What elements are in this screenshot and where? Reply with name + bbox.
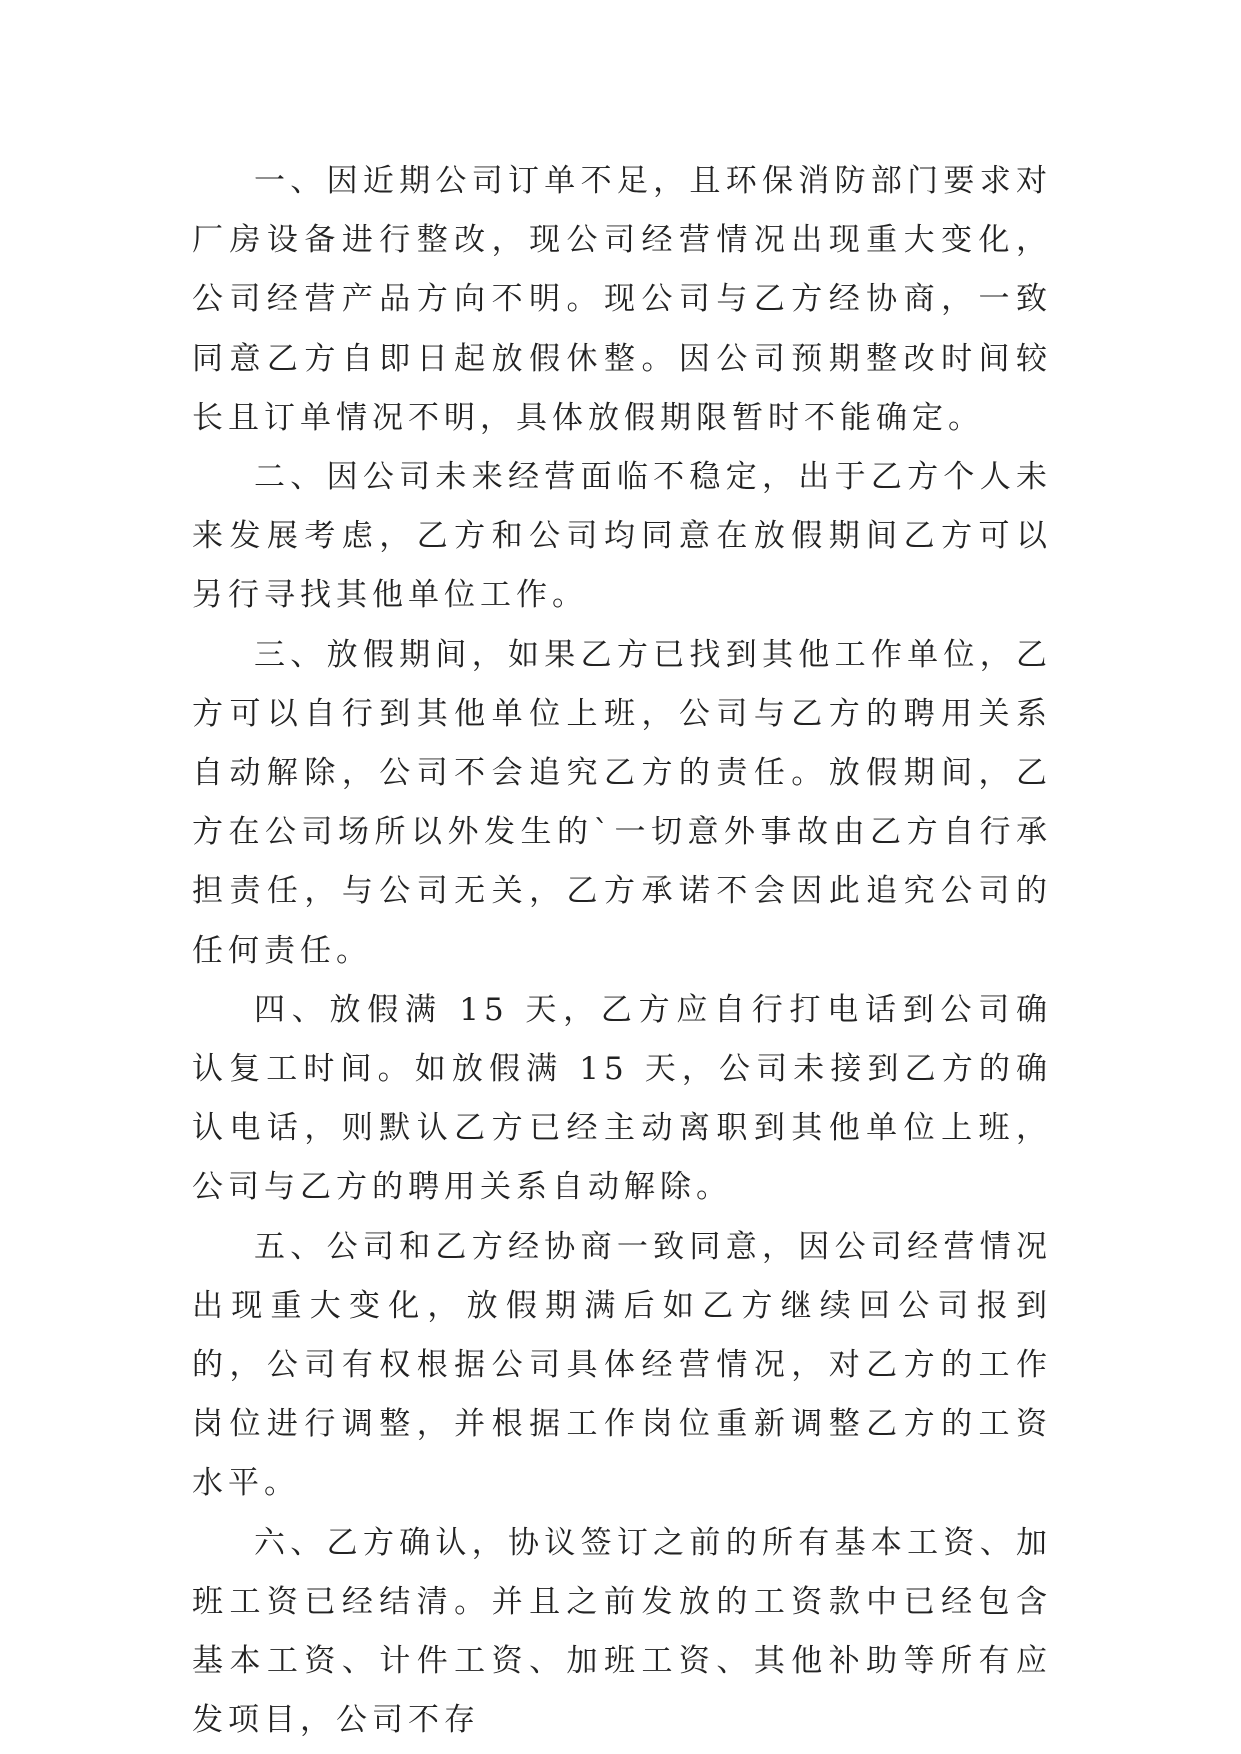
clause-5-paragraph: 五、公司和乙方经协商一致同意，因公司经营情况出现重大变化，放假期满后如乙方继续回公司报到的，公司有权根据公司具体经营情况，对乙方的工作岗位进行调整，并根据工作岗位重新调整乙方的工资水平。: [192, 1228, 1052, 1502]
clause-2-paragraph: 二、因公司未来经营面临不稳定，出于乙方个人未来发展考虑，乙方和公司均同意在放假期间乙方可以另行寻找其他单位工作。: [192, 459, 1052, 614]
document-body: [192, 152, 1052, 1750]
clause-4-paragraph: 四、放假满 15 天，乙方应自行打电话到公司确认复工时间。如放假满 15 天，公司未接到乙方的确认电话，则默认乙方已经主动离职到其他单位上班，公司与乙方的聘用关系自动解除。: [192, 991, 1052, 1206]
clause-3-paragraph: 三、放假期间，如果乙方已找到其他工作单位，乙方可以自行到其他单位上班，公司与乙方的聘用关系自动解除，公司不会追究乙方的责任。放假期间，乙方在公司场所以外发生的`一切意外事故由乙方自行承担责任，与公司无关，乙方承诺不会因此追究公司的任何责任。: [192, 636, 1052, 969]
clause-6-paragraph: 六、乙方确认，协议签订之前的所有基本工资、加班工资已经结清。并且之前发放的工资款中已经包含基本工资、计件工资、加班工资、其他补助等所有应发项目，公司不存: [192, 1524, 1052, 1739]
clause-1-paragraph: 一、因近期公司订单不足，且环保消防部门要求对厂房设备进行整改，现公司经营情况出现重大变化，公司经营产品方向不明。现公司与乙方经协商，一致同意乙方自即日起放假休整。因公司预期整改时间较长且订单情况不明，具体放假期限暂时不能确定。: [192, 163, 1052, 436]
